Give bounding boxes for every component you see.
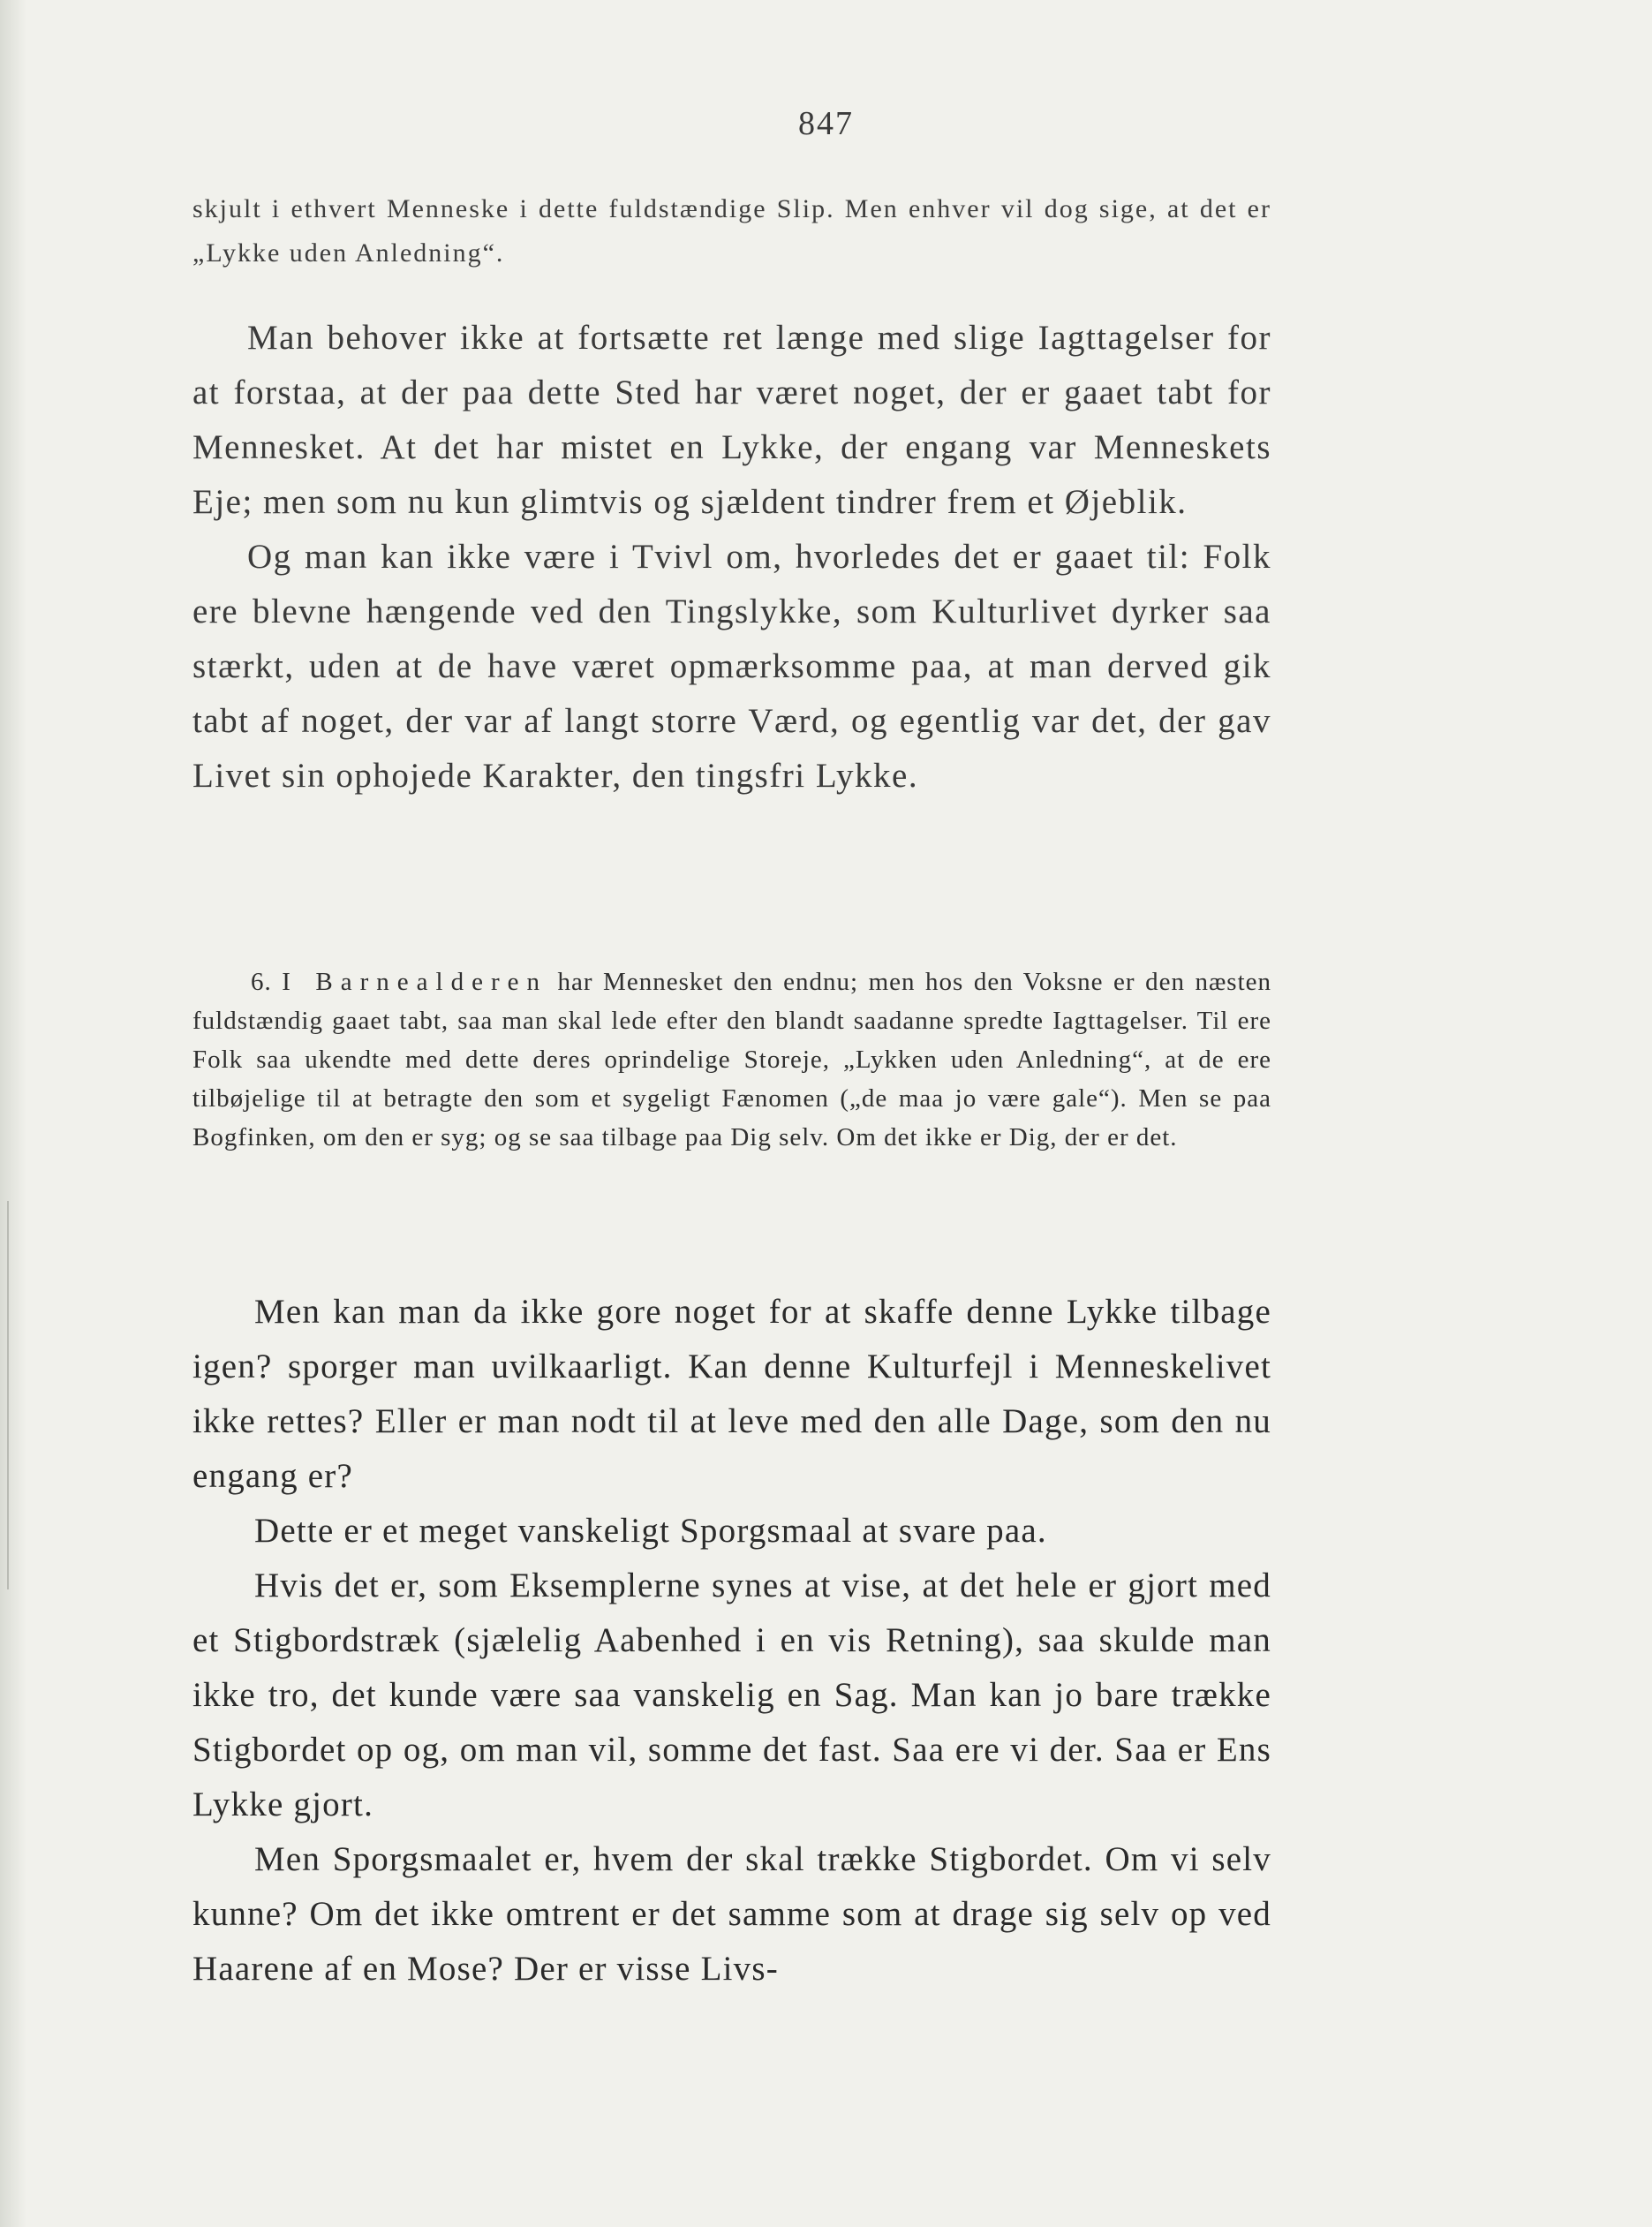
paragraph: Men kan man da ikke gore noget for at skaffe denne Lykke tilbage igen? sporger man uvilkaarligt. Kan denne Kulturfejl i Menneskelivet ikke rettes? Eller er man nodt til at leve med den alle Dage, som den nu engang er? bbox=[192, 1293, 1271, 1495]
paragraph: Og man kan ikke være i Tvivl om, hvorledes det er gaaet til: Folk ere blevne hængende ved den Tingslykke, som Kulturlivet dyrker saa stærkt, uden at de have været opmærksomme paa, at man derved gik tabt af noget, der var af langt storre Værd, og egentlig var det, der gav Livet sin ophojede Karakter, den tingsfri Lykke. bbox=[192, 538, 1271, 795]
footnote-block bbox=[192, 963, 1271, 1157]
footnote-number: 6. bbox=[251, 968, 272, 996]
paragraph: Dette er et meget vanskeligt Sporgsmaal at svare paa. bbox=[254, 1512, 1047, 1550]
page-gutter-shadow bbox=[0, 0, 26, 2227]
binding-edge-line bbox=[7, 1201, 9, 1589]
section-one bbox=[192, 311, 1271, 804]
footnote-paragraph bbox=[192, 963, 1271, 1157]
footnote-text: har Mennesket den endnu; men hos den Voksne er den næsten fuldstændig gaaet tabt, saa man skal lede efter den blandt saadanne spredte Iagttagelser. Til ere Folk saa ukendte med dette deres oprindelige Storeje, „Lykken uden Anledning“, at de ere tilbøjelige til at betragte den som et sygeligt Fænomen („de maa jo være gale“). Men se paa Bogfinken, om den er syg; og se saa tilbage paa Dig selv. Om det ikke er Dig, der er det. bbox=[192, 968, 1272, 1151]
paragraph: Men Sporgsmaalet er, hvem der skal trække Stigbordet. Om vi selv kunne? Om det ikke omtrent er det samme som at drage sig selv op ved Haarene af en Mose? Der er visse Livs- bbox=[192, 1840, 1271, 1988]
section-two bbox=[192, 1285, 1271, 1997]
page-number: 847 bbox=[798, 105, 854, 142]
paragraph: Man behover ikke at fortsætte ret længe med slige Iagttagelser for at forstaa, at der paa dette Sted har været noget, der er gaaet tabt for Mennesket. At det har mistet en Lykke, der engang var Menneskets Eje; men som nu kun glimtvis og sjældent tindrer frem et Øjeblik. bbox=[192, 319, 1271, 521]
paragraph: Hvis det er, som Eksemplerne synes at vise, at det hele er gjort med et Stigbordstræk (sjælelig Aabenhed i en vis Retning), saa skulde man ikke tro, det kunde være saa vanskelig en Sag. Man kan jo bare trække Stigbordet op og, om man vil, somme det fast. Saa ere vi der. Saa er Ens Lykke gjort. bbox=[192, 1566, 1271, 1823]
intro-block bbox=[192, 187, 1271, 276]
footnote-spaced-lead: I Barnealderen bbox=[282, 968, 547, 996]
intro-paragraph: skjult i ethvert Menneske i dette fuldstændige Slip. Men enhver vil dog sige, at det er „Lykke uden Anledning“. bbox=[192, 194, 1271, 268]
